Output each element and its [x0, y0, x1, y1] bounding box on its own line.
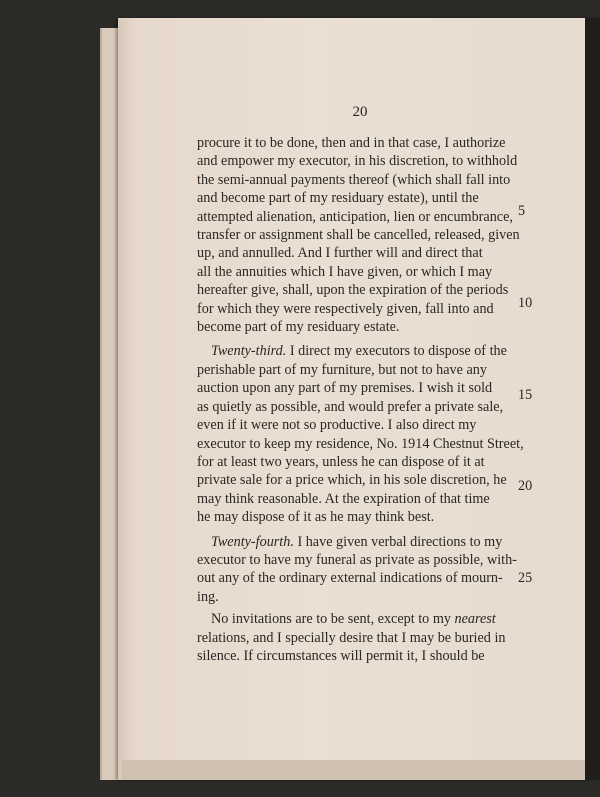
text-line: private sale for a price which, in his sole discretion, he — [197, 472, 507, 489]
text-line — [197, 342, 505, 360]
text-line: auction upon any part of my premises. I wish it sold — [197, 380, 493, 397]
text-line: all the annuities which I have given, or which I may — [197, 263, 493, 280]
line-number: 15 — [518, 387, 533, 403]
text-line: and become part of my residuary estate), until the — [197, 190, 479, 207]
text-line: silence. If circumstances will permit it, I should be — [197, 647, 485, 664]
text-line: as quietly as possible, and would prefer a private sale, — [197, 398, 504, 415]
paragraph-1 — [197, 134, 520, 336]
text-line: hereafter give, shall, upon the expiration of the periods — [197, 282, 509, 299]
text-line: even if it were not so productive. I also direct my — [197, 417, 477, 434]
text-line: for which they were respectively given, fall into and — [197, 300, 494, 317]
text-line: up, and annulled. And I further will and direct that — [197, 245, 483, 262]
text-line: become part of my residuary estate. — [197, 319, 400, 336]
page-bottom-edge — [122, 760, 600, 780]
text-fragment: No invitations are to be sent, except to my — [211, 611, 455, 628]
paragraph-twenty-fourth — [197, 533, 517, 607]
paragraph-twenty-third — [197, 342, 524, 526]
text-line — [197, 610, 505, 628]
text-line: executor to keep my residence, No. 1914 Chestnut Street, — [197, 435, 524, 452]
line-number: 10 — [518, 295, 533, 311]
text-line — [197, 533, 505, 551]
text-line: for at least two years, unless he can dispose of it at — [197, 453, 485, 470]
text-line: he may dispose of it as he may think best. — [197, 509, 435, 526]
paragraph-invitations — [197, 610, 505, 665]
scan-border — [585, 18, 600, 780]
clause-heading: Twenty-fourth. — [211, 533, 294, 550]
text-line: the semi-annual payments thereof (which shall fall into — [197, 171, 511, 188]
text-line: executor to have my funeral as private as possible, with- — [197, 551, 517, 568]
text-fragment: I direct my executors to dispose of the — [286, 343, 507, 360]
text-line: may think reasonable. At the expiration of that time — [197, 490, 490, 507]
clause-heading: Twenty-third. — [211, 343, 287, 360]
line-number: 20 — [518, 478, 533, 494]
text-line: and empower my executor, in his discretion, to withhold — [197, 153, 518, 170]
body-text — [197, 134, 524, 671]
line-number: 25 — [518, 570, 533, 586]
text-line: procure it to be done, then and in that case, I authorize — [197, 135, 506, 151]
line-number: 5 — [518, 203, 526, 219]
emphasized-word: nearest — [454, 611, 496, 628]
text-line: out any of the ordinary external indications of mourn- — [197, 570, 503, 587]
text-line: perishable part of my furniture, but not to have any — [197, 361, 487, 378]
text-line: transfer or assignment shall be cancelled, released, given — [197, 227, 520, 244]
text-line: ing. — [197, 588, 219, 605]
text-line: attempted alienation, anticipation, lien or encumbrance, — [197, 208, 513, 225]
page-number: 20 — [352, 104, 368, 120]
text-line: relations, and I specially desire that I may be buried in — [197, 629, 506, 646]
text-fragment: I have given verbal directions to my — [293, 533, 503, 550]
